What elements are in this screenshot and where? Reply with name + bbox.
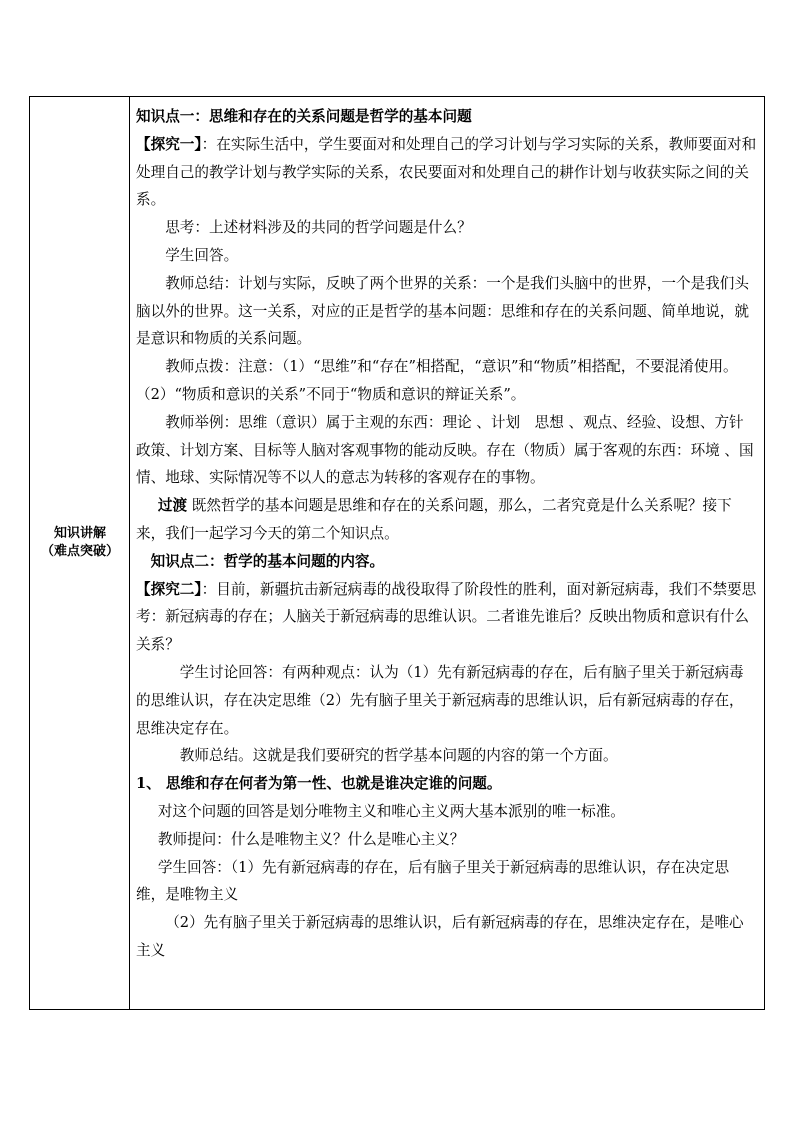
think-question-1: 思考：上述材料涉及的共同的哲学问题是什么？ (165, 219, 472, 237)
student-answer-1: 学生回答。 (165, 246, 239, 264)
student-answer-2: 学生回答：（1）先有新冠病毒的存在，后有脑子里关于新冠病毒的思维认识，存在决定思维，是唯物主义 (136, 858, 730, 904)
teacher-example: 教师举例：思维（意识）属于主观的东西：理论 、计划 思想 、观点、经验、设想、方针政策、计划方案、目标等人脑对客观事物的能动反映。存在（物质）属于客观的东西：环境 、国情、地球、实际情况等不以人的意志为转移的客观存在的事物。 (136, 413, 754, 487)
explore-1-text: ：在实际生活中，学生要面对和处理自己的学习计划与学习实际的关系，教师要面对和处理自己的教学计划与教学实际的关系，农民要面对和处理自己的耕作计划与收获实际之间的关系。 (136, 135, 757, 209)
point-1-title: 1、 思维和存在何者为第一性、也就是谁决定谁的问题。 (136, 775, 502, 793)
section-label-line2: （难点突破） (40, 544, 119, 559)
knowledge-point-2-title: 知识点二：哲学的基本问题的内容。 (150, 552, 385, 570)
explore-1-tag: 【探究一】 (136, 135, 202, 153)
explore-1-paragraph (136, 131, 758, 214)
explore-2-paragraph (136, 576, 758, 659)
section-label-line1: 知识讲解 (53, 526, 106, 541)
teacher-summary-1: 教师总结：计划与实际，反映了两个世界的关系：一个是我们头脑中的世界，一个是我们头脑以外的世界。这一关系，对应的正是哲学的基本问题：思维和存在的关系问题、简单地说，就是意识和物质的关系问题。 (136, 274, 749, 348)
student-discussion: 学生讨论回答：有两种观点：认为（1）先有新冠病毒的存在，后有脑子里关于新冠病毒的思维认识，存在决定思维（2）先有脑子里关于新冠病毒的思维认识，后有新冠病毒的存在，思维决定存在。 (136, 663, 744, 737)
student-answer-2-part2: （2）先有脑子里关于新冠病毒的思维认识，后有新冠病毒的存在，思维决定存在，是唯心主义 (136, 914, 744, 959)
lesson-table (29, 96, 765, 1010)
criterion-text: 对这个问题的回答是划分唯物主义和唯心主义两大基本派别的唯一标准。 (157, 802, 625, 820)
explore-2-tag: 【探究二】 (136, 580, 202, 598)
teacher-question: 教师提问：什么是唯物主义？什么是唯心主义？ (157, 830, 465, 848)
knowledge-point-1-title: 知识点一：思维和存在的关系问题是哲学的基本问题 (136, 108, 472, 125)
transition-paragraph (136, 492, 758, 548)
content-cell (130, 97, 764, 1009)
teacher-tip: 教师点拨：注意：（1）“思维”和“存在”相搭配，“意识”和“物质”相搭配，不要混淆使用。（2）“物质和意识的关系”不同于“物质和意识的辩证关系”。 (136, 358, 738, 403)
explore-2-text: ：目前，新疆抗击新冠病毒的战役取得了阶段性的胜利，面对新冠病毒，我们不禁要思考：新冠病毒的存在；人脑关于新冠病毒的思维认识。二者谁先谁后？反映出物质和意识有什么关系？ (136, 580, 757, 654)
section-label (30, 525, 130, 561)
transition-text: 既然哲学的基本问题是思维和存在的关系问题，那么，二者究竟是什么关系呢？接下来，我们一起学习今天的第二个知识点。 (136, 497, 732, 542)
transition-tag: 过渡 (157, 497, 188, 515)
teacher-summary-2: 教师总结。这就是我们要研究的哲学基本问题的内容的第一个方面。 (179, 747, 618, 765)
section-label-cell (30, 97, 130, 1009)
